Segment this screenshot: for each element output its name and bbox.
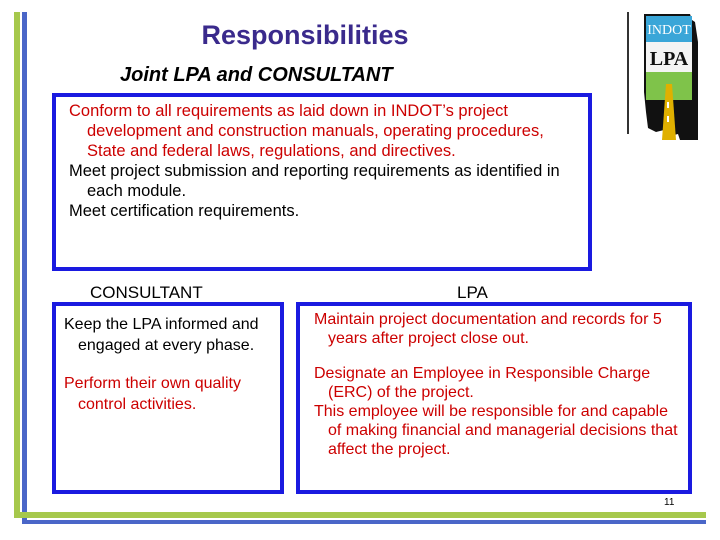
consultant-heading: CONSULTANT	[90, 283, 203, 302]
lpa-box	[296, 302, 692, 494]
consultant-item-2: Perform their own quality control activities.	[64, 375, 241, 413]
consultant-item-1: Keep the LPA informed and engaged at every phase.	[64, 316, 259, 354]
joint-responsibilities-list	[62, 101, 580, 221]
consultant-box	[52, 302, 284, 494]
left-green-bar	[14, 12, 20, 518]
left-blue-bar	[22, 12, 27, 524]
slide-subtitle: Joint LPA and CONSULTANT	[120, 64, 393, 86]
indot-lpa-logo	[640, 12, 702, 147]
bottom-green-bar	[14, 512, 706, 518]
lpa-heading: LPA	[457, 283, 488, 302]
page-number: 11	[664, 497, 675, 508]
logo-bottom-text: LPA	[649, 48, 689, 70]
lpa-item-3: This employee will be responsible for and capable of making financial and managerial decisions that affect the project.	[314, 403, 678, 458]
joint-responsibilities-box	[52, 93, 592, 271]
joint-item-1: Conform to all requirements as laid down in INDOT’s project development and construction manuals, operating procedures, State and federal laws, regulations, and directives.	[69, 102, 544, 160]
slide-title: Responsibilities	[201, 20, 409, 50]
bottom-blue-bar	[22, 520, 706, 524]
joint-item-2: Meet project submission and reporting requirements as identified in each module.	[69, 162, 560, 200]
joint-item-3: Meet certification requirements.	[69, 202, 300, 220]
lpa-item-1: Maintain project documentation and records for 5 years after project close out.	[314, 311, 662, 347]
lpa-item-2: Designate an Employee in Responsible Charge (ERC) of the project.	[314, 365, 651, 401]
top-divider-line	[627, 12, 629, 134]
logo-top-text: INDOT	[647, 23, 691, 38]
